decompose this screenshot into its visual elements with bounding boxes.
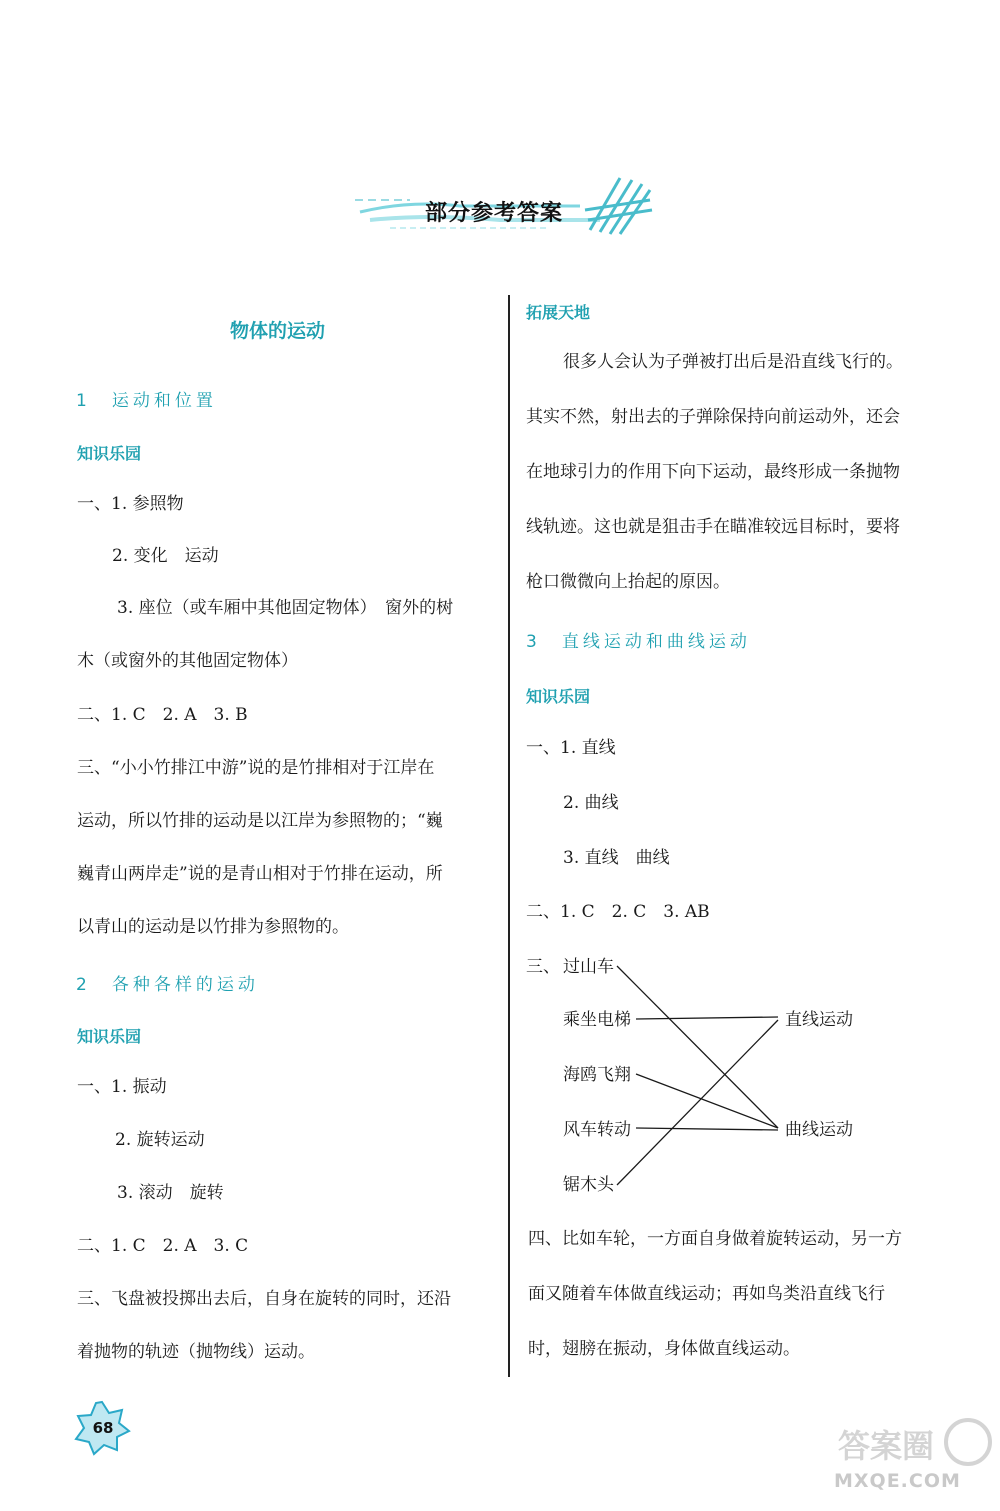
page-header-title: 部分参考答案 (425, 201, 564, 226)
section-2-heading: 2 各种各样的运动 (76, 975, 259, 995)
expand-text-line: 线轨迹。这也就是狙击手在瞄准较远目标时，要将 (526, 517, 900, 537)
match-right-item: 直线运动 (785, 1010, 853, 1030)
s1-answer-line: 木（或窗外的其他固定物体） (77, 651, 298, 671)
section-1-subheading: 知识乐园 (77, 444, 142, 463)
match-left-item: 锯木头 (563, 1175, 614, 1195)
match-left-item: 过山车 (563, 957, 614, 977)
match-line (636, 1128, 778, 1130)
section-3-subheading: 知识乐园 (526, 687, 591, 706)
s1-answer-line: 以青山的运动是以竹排为参照物的。 (77, 917, 349, 937)
match-line (617, 966, 778, 1128)
match-left-item: 风车转动 (563, 1120, 631, 1140)
s1-answer-line: 运动，所以竹排的运动是以江岸为参照物的；“巍 (77, 811, 443, 831)
chapter-title: 物体的运动 (230, 320, 326, 342)
s2-answer-line: 着抛物的轨迹（抛物线）运动。 (77, 1342, 315, 1362)
watermark-logo (828, 1412, 993, 1507)
watermark-text: MXQE.COM (834, 1470, 961, 1492)
match-left-item: 乘坐电梯 (563, 1010, 631, 1030)
s1-answer-line: 三、“小小竹排江中游”说的是竹排相对于江岸在 (77, 758, 435, 778)
s1-answer-line: 二、1. C 2. A 3. B (77, 705, 248, 725)
expand-text-line: 枪口微微向上抬起的原因。 (526, 572, 730, 592)
s3-answer-line: 2. 曲线 (563, 793, 619, 813)
s3-answer-line: 四、比如车轮，一方面自身做着旋转运动，另一方 (528, 1229, 902, 1249)
s3-answer-line: 面又随着车体做直线运动；再如鸟类沿直线飞行 (528, 1284, 885, 1304)
expand-subheading: 拓展天地 (526, 303, 591, 322)
s3-answer-line: 时，翅膀在振动，身体做直线运动。 (528, 1339, 800, 1359)
page-number: 68 (92, 1419, 114, 1437)
s2-answer-line: 三、飞盘被投掷出去后，自身在旋转的同时，还沿 (77, 1289, 451, 1309)
match-line (617, 1020, 778, 1185)
match-prefix: 三、 (526, 957, 560, 977)
s2-answer-line: 二、1. C 2. A 3. C (77, 1236, 249, 1256)
s3-answer-line: 3. 直线 曲线 (563, 848, 670, 868)
s1-answer-line: 3. 座位（或车厢中其他固定物体） 窗外的树 (117, 598, 454, 618)
s1-answer-line: 一、1. 参照物 (77, 494, 184, 514)
match-left-item: 海鸥飞翔 (563, 1065, 631, 1085)
s1-answer-line: 2. 变化 运动 (112, 546, 219, 566)
match-line (636, 1017, 778, 1019)
s2-answer-line: 一、1. 振动 (77, 1077, 167, 1097)
s3-answer-line: 二、1. C 2. C 3. AB (526, 902, 710, 922)
s2-answer-line: 2. 旋转运动 (115, 1130, 205, 1150)
match-right-item: 曲线运动 (785, 1120, 853, 1140)
s1-answer-line: 巍青山两岸走”说的是青山相对于竹排在运动，所 (77, 864, 443, 884)
section-2-subheading: 知识乐园 (77, 1027, 142, 1046)
section-3-heading: 3 直线运动和曲线运动 (526, 632, 751, 652)
section-1-heading: 1 运动和位置 (76, 391, 217, 411)
watermark-cn: 答案圈 (838, 1427, 935, 1465)
s3-answer-line: 一、1. 直线 (526, 738, 616, 758)
expand-text-line: 在地球引力的作用下向下运动，最终形成一条抛物 (526, 462, 900, 482)
expand-text-line: 其实不然，射出去的子弹除保持向前运动外，还会 (526, 407, 900, 427)
s2-answer-line: 3. 滚动 旋转 (117, 1183, 224, 1203)
expand-text-line: 很多人会认为子弹被打出后是沿直线飞行的。 (563, 352, 903, 372)
match-line (636, 1074, 778, 1128)
